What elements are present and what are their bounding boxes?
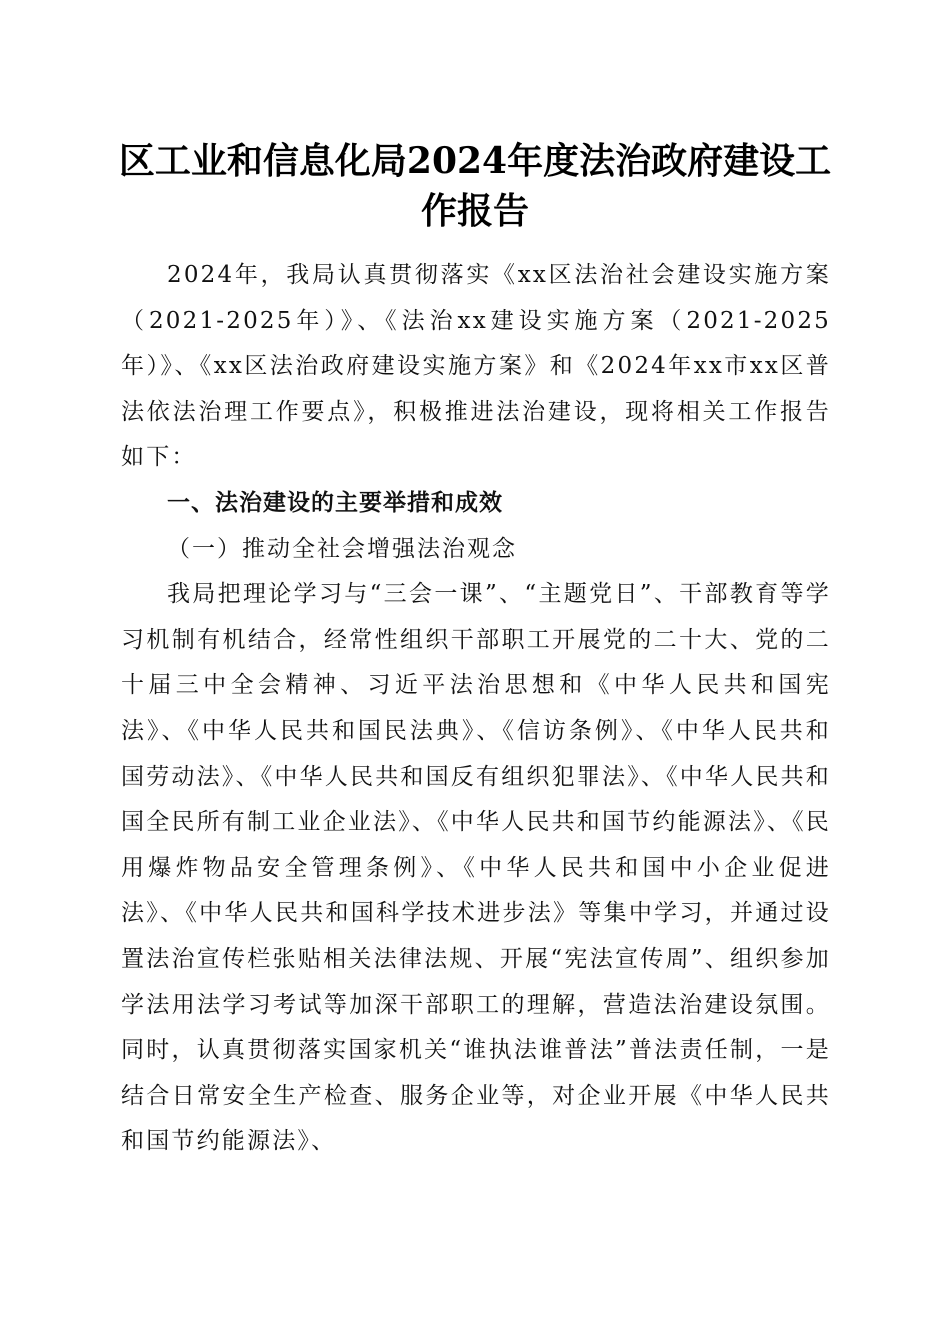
subsection-heading: （一）推动全社会增强法治观念 — [167, 535, 517, 562]
section-heading: 一、法治建设的主要举措和成效 — [167, 489, 503, 516]
body-paragraph: 我局把理论学习与“三会一课”、“主题党日”、干部教育等学习机制有机结合，经常性组织干部职工开展党的二十大、党的二十届三中全会精神、习近平法治思想和《中华人民共和国宪法》、《中华人民共和国民法典》、《信访条例》、《中华人民共和国劳动法》、《中华人民共和国反有组织犯罪法》、《中华人民共和国全民所有制工业企业法》、《中华人民共和国节约能源法》、《民用爆炸物品安全管理条例》、《中华人民共和国中小企业促进法》、《中华人民共和国科学技术进步法》等集中学习，并通过设置法治宣传栏张贴相关法律法规、开展“宪法宣传周”、组织参加学法用法学习考试等加深干部职工的理解，营造法治建设氛围。同时，认真贯彻落实国家机关“谁执法谁普法”普法责任制，一是结合日常安全生产检查、服务企业等，对企业开展《中华人民共和国节约能源法》、 — [121, 581, 831, 1155]
document-body — [121, 253, 831, 1165]
document-title: 区工业和信息化局2024年度法治政府建设工作报告 — [118, 140, 832, 232]
intro-paragraph: 2024年，我局认真贯彻落实《xx区法治社会建设实施方案（2021-2025年）》、《法治xx建设实施方案（2021-2025年）》、《xx区法治政府建设实施方案》和《2024年xx市xx区普法依法治理工作要点》，积极推进法治建设，现将相关工作报告如下： — [121, 262, 831, 471]
